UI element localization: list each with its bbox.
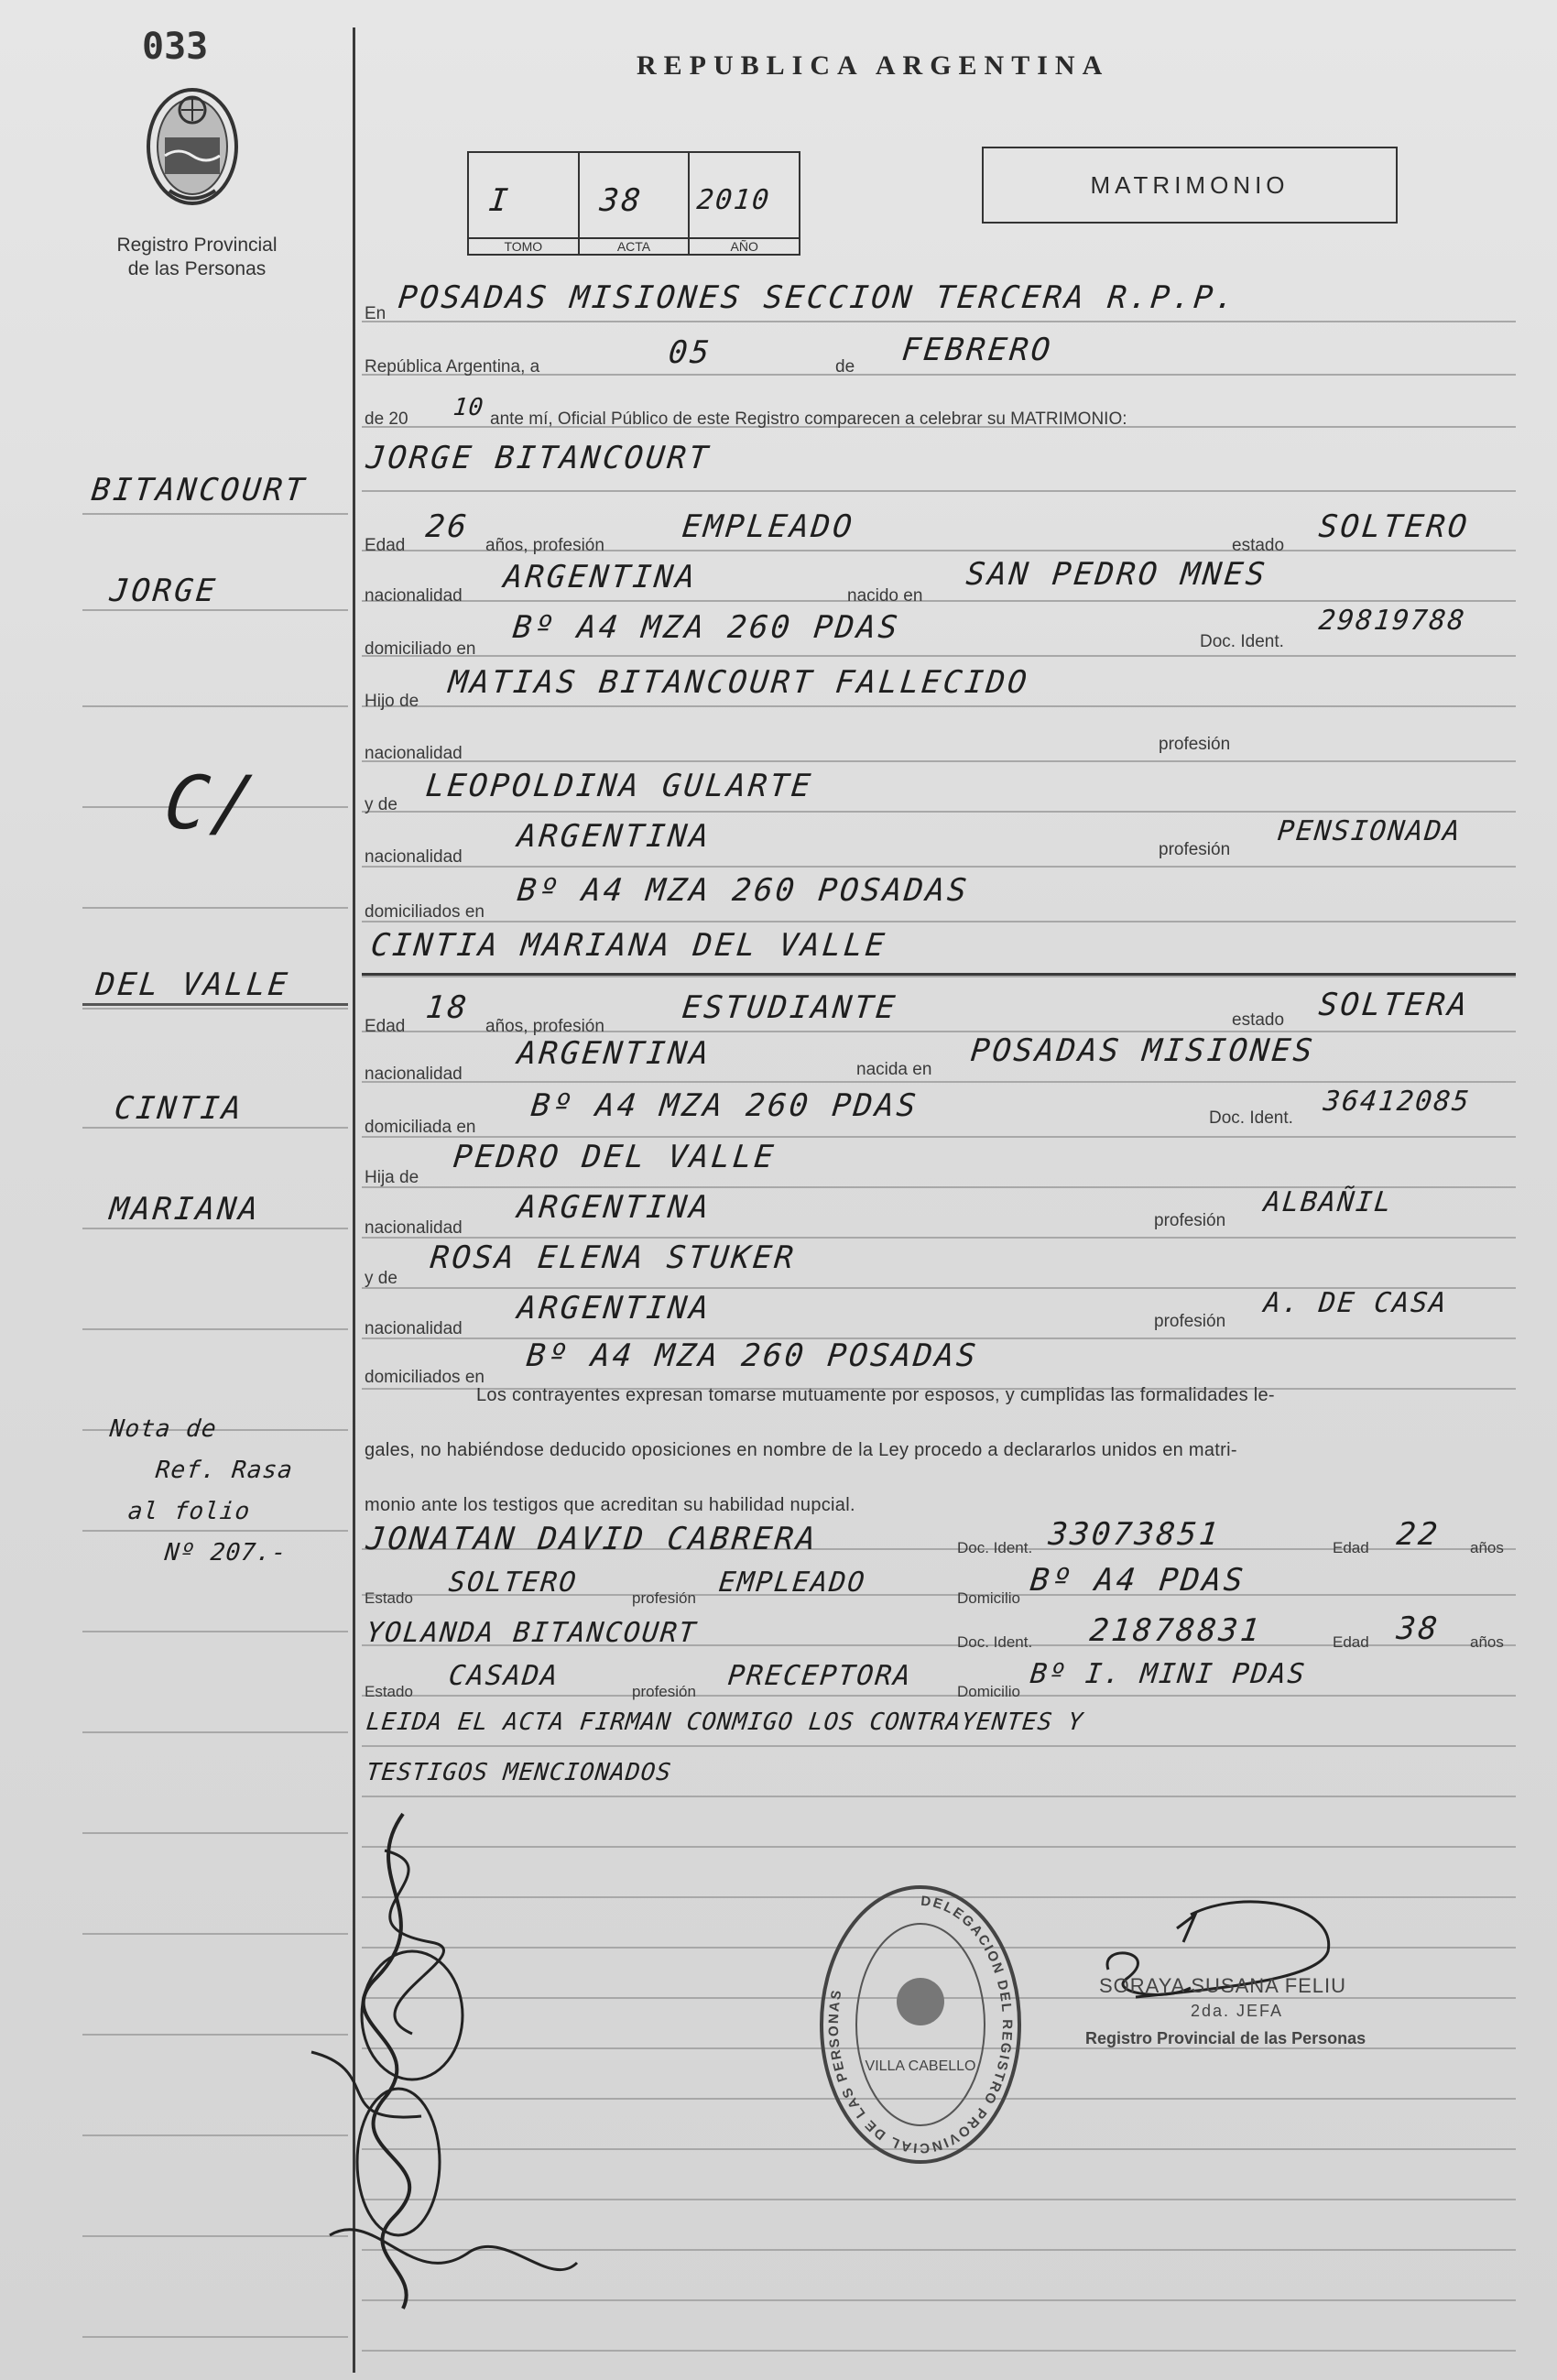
groom-madre-prof: PENSIONADA <box>1276 815 1464 847</box>
groom-edad-label: Edad <box>365 536 406 555</box>
declaration-line-2: gales, no habiéndose deducido oposiciones en nombre de la Ley procedo a declararlos unidos en matri- <box>365 1440 1237 1460</box>
closing-line-2: TESTIGOS MENCIONADOS <box>365 1759 673 1786</box>
groom-edad: 26 <box>423 508 472 545</box>
witness-2-anos-label: años <box>1470 1633 1504 1651</box>
bride-padre-prof-label: profesión <box>1154 1211 1226 1230</box>
bride-profesion-label: años, profesión <box>485 1017 604 1036</box>
witness-1-estado: SOLTERO <box>447 1567 580 1599</box>
witness-2-domicilio-label: Domicilio <box>957 1683 1020 1700</box>
margin-note-2: Ref. Rasa <box>154 1457 295 1484</box>
witness-1-domicilio-label: Domicilio <box>957 1589 1020 1607</box>
seal-ring-text: DELEGACION DEL REGISTRO PROVINCIAL DE LAS PERSONAS <box>825 1893 1015 2156</box>
country-title: REPUBLICA ARGENTINA <box>637 50 1110 81</box>
registry-name <box>105 234 289 281</box>
witness-2-estado-label: Estado <box>365 1683 413 1700</box>
groom-madre-nac-label: nacionalidad <box>365 847 463 867</box>
groom-dom-label: domiciliado en <box>365 639 476 659</box>
margin-bride-name-1: CINTIA <box>112 1090 245 1127</box>
margin-connector: C/ <box>160 760 264 846</box>
groom-nacido: SAN PEDRO MNES <box>964 556 1269 593</box>
intro-statement: ante mí, Oficial Público de este Registro comparecen a celebrar su MATRIMONIO: <box>490 409 1127 429</box>
groom-madre-prof-label: profesión <box>1159 840 1231 859</box>
bride-dom-label: domiciliada en <box>365 1118 476 1137</box>
witness-2-edad-label: Edad <box>1333 1633 1369 1651</box>
margin-note-4: Nº 207.- <box>163 1539 289 1567</box>
witness-1-profesion: EMPLEADO <box>717 1567 868 1599</box>
bride-edad: 18 <box>423 989 472 1026</box>
groom-estado: SOLTERO <box>1316 508 1472 545</box>
bride-doc-label: Doc. Ident. <box>1209 1108 1293 1128</box>
contrayentes-signatures <box>275 1796 659 2345</box>
tomo-cell <box>469 153 580 254</box>
groom-padres-dom-label: domiciliados en <box>365 902 485 922</box>
record-box <box>467 151 800 256</box>
witness-1-doc-label: Doc. Ident. <box>957 1539 1033 1556</box>
groom-profesion: EMPLEADO <box>680 508 856 545</box>
groom-padre: MATIAS BITANCOURT FALLECIDO <box>446 664 1031 701</box>
groom-estado-label: estado <box>1232 536 1285 555</box>
margin-bride-name-2: MARIANA <box>107 1191 263 1228</box>
bride-domicilio: Bº A4 MZA 260 PDAS <box>528 1087 920 1124</box>
seal-inner-text: VILLA CABELLO <box>865 2058 976 2074</box>
bride-madre-nac: ARGENTINA <box>515 1290 713 1326</box>
margin-bride-surname: DEL VALLE <box>93 966 292 1003</box>
witness-1-edad-label: Edad <box>1333 1539 1369 1556</box>
acta-cell <box>580 153 691 254</box>
groom-padres-dom: Bº A4 MZA 260 POSADAS <box>515 872 971 909</box>
bride-nacionalidad: ARGENTINA <box>515 1035 713 1072</box>
margin-divider <box>82 1003 348 1006</box>
bride-madre-prof: A. DE CASA <box>1262 1287 1450 1319</box>
groom-madre-nac: ARGENTINA <box>515 818 713 855</box>
bride-nacida-label: nacida en <box>856 1060 932 1079</box>
groom-domicilio: Bº A4 MZA 260 PDAS <box>510 609 902 646</box>
en-label: En <box>365 304 387 323</box>
province-coat-of-arms <box>142 73 243 211</box>
witness-2-profesion-label: profesión <box>632 1683 696 1700</box>
bride-madre-prof-label: profesión <box>1154 1312 1226 1331</box>
margin-groom-name: JORGE <box>107 573 220 609</box>
bride-padre-nac-label: nacionalidad <box>365 1218 463 1238</box>
groom-nacionalidad: ARGENTINA <box>501 559 700 595</box>
act-type-box: MATRIMONIO <box>982 147 1398 224</box>
declaration-line-1: Los contrayentes expresan tomarse mutuamente por esposos, y cumplidas las formalidades le- <box>476 1385 1275 1405</box>
bride-padres-dom-label: domiciliados en <box>365 1368 485 1387</box>
witness-1-anos-label: años <box>1470 1539 1504 1556</box>
groom-nacido-label: nacido en <box>847 586 923 606</box>
witness-1-estado-label: Estado <box>365 1589 413 1607</box>
groom-full-name: JORGE BITANCOURT <box>364 440 713 476</box>
bride-padre-nac: ARGENTINA <box>515 1189 713 1226</box>
bride-padres-dom: Bº A4 MZA 260 POSADAS <box>524 1337 980 1374</box>
bride-full-name: CINTIA MARIANA DEL VALLE <box>368 927 889 964</box>
registry-line-2: de las Personas <box>127 258 267 279</box>
margin-groom-surname: BITANCOURT <box>89 472 309 508</box>
witness-2-profesion: PRECEPTORA <box>726 1660 914 1692</box>
doc-number: 033 <box>142 26 209 68</box>
groom-doc-label: Doc. Ident. <box>1200 632 1284 651</box>
official-org: Registro Provincial de las Personas <box>1085 2029 1366 2047</box>
republica-label: República Argentina, a <box>365 357 540 377</box>
witness-2-domicilio: Bº I. MINI PDAS <box>1029 1658 1308 1690</box>
official-seal <box>815 1873 1026 2176</box>
witness-2-edad: 38 <box>1394 1610 1443 1647</box>
official-role: 2da. JEFA <box>1191 2002 1284 2020</box>
witness-1-edad: 22 <box>1394 1516 1443 1553</box>
groom-padre-nac-label: nacionalidad <box>365 744 463 763</box>
bride-profesion: ESTUDIANTE <box>680 989 899 1026</box>
bride-madre-label: y de <box>365 1269 397 1288</box>
groom-nac-label: nacionalidad <box>365 586 463 606</box>
year-prefix: de 20 <box>365 409 408 429</box>
witness-2-name: YOLANDA BITANCOURT <box>365 1617 699 1649</box>
bride-estado: SOLTERA <box>1316 987 1472 1023</box>
groom-madre: LEOPOLDINA GULARTE <box>423 768 815 804</box>
groom-padre-prof-label: profesión <box>1159 735 1231 754</box>
witness-2-doc: 21878831 <box>1087 1612 1264 1649</box>
tomo-label: TOMO <box>469 237 578 254</box>
bride-nacida: POSADAS MISIONES <box>968 1032 1317 1069</box>
groom-profesion-label: años, profesión <box>485 536 604 555</box>
groom-doc: 29819788 <box>1317 605 1468 637</box>
groom-padre-label: Hijo de <box>365 692 419 711</box>
margin-note-1: Nota de <box>108 1415 219 1443</box>
acta-value: 38 <box>597 182 645 219</box>
anio-cell <box>690 153 799 254</box>
acta-label: ACTA <box>580 237 689 254</box>
month-value: FEBRERO <box>899 332 1055 368</box>
bride-estado-label: estado <box>1232 1010 1285 1030</box>
anio-label: AÑO <box>690 237 799 254</box>
declaration-line-3: monio ante los testigos que acreditan su habilidad nupcial. <box>365 1495 855 1515</box>
margin-note-3: al folio <box>126 1498 252 1525</box>
bride-madre: ROSA ELENA STUKER <box>428 1239 799 1276</box>
tomo-value: I <box>486 182 513 219</box>
anio-value: 2010 <box>695 184 773 216</box>
section-divider <box>362 973 1516 976</box>
place-value: POSADAS MISIONES SECCION TERCERA R.P.P. <box>396 279 1239 316</box>
witness-2-doc-label: Doc. Ident. <box>957 1633 1033 1651</box>
bride-padre: PEDRO DEL VALLE <box>451 1139 778 1175</box>
closing-line-1: LEIDA EL ACTA FIRMAN CONMIGO LOS CONTRAYENTES Y <box>365 1709 1085 1736</box>
groom-madre-label: y de <box>365 795 397 814</box>
year-suffix: 10 <box>452 394 485 421</box>
witness-1-doc: 33073851 <box>1046 1516 1223 1553</box>
bride-padre-prof: ALBAÑIL <box>1262 1186 1395 1218</box>
registry-line-1: Registro Provincial <box>116 235 278 256</box>
bride-doc: 36412085 <box>1322 1086 1473 1118</box>
de-label: de <box>835 357 855 377</box>
witness-1-domicilio: Bº A4 PDAS <box>1028 1562 1247 1599</box>
bride-nac-label: nacionalidad <box>365 1064 463 1084</box>
witness-1-name: JONATAN DAVID CABRERA <box>364 1521 820 1557</box>
official-name: SORAYA SUSANA FELIU <box>1099 1974 1347 1997</box>
witness-2-estado: CASADA <box>447 1660 561 1692</box>
day-value: 05 <box>666 334 714 371</box>
bride-edad-label: Edad <box>365 1017 406 1036</box>
bride-padre-label: Hija de <box>365 1168 419 1187</box>
witness-1-profesion-label: profesión <box>632 1589 696 1607</box>
bride-madre-nac-label: nacionalidad <box>365 1319 463 1338</box>
